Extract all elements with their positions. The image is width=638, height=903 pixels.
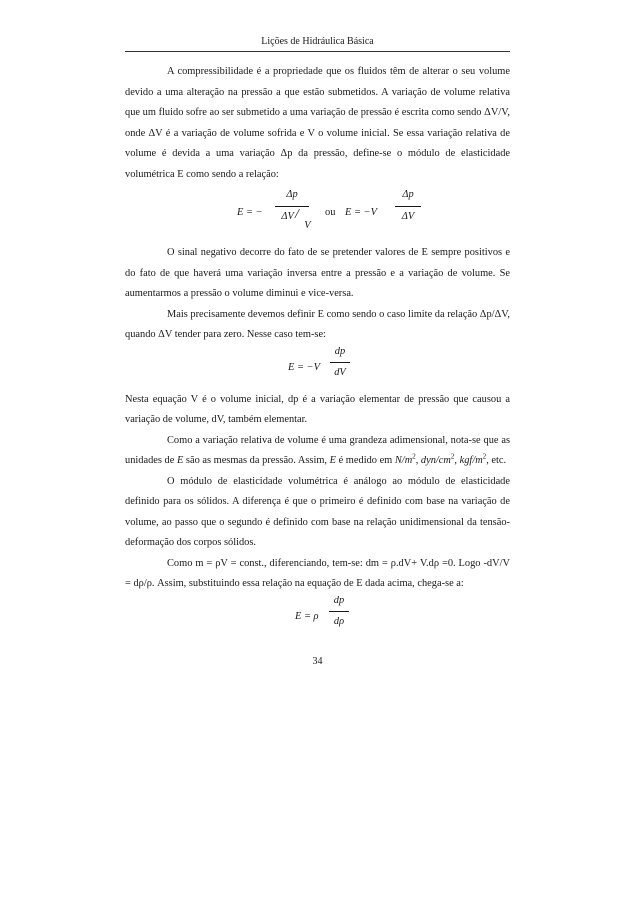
paragraph-mass-derivation: Como m = ρV = const., diferenciando, tem-se: dm = ρ.dV+ V.dρ =0. Logo -dV/V = dρ/ρ. Assim, substituindo essa relação na equação de E dada acima, chega-se a: — [125, 557, 510, 589]
header-rule — [125, 51, 510, 52]
eq1-left: E = − — [237, 207, 263, 218]
eq2-fraction — [330, 342, 350, 384]
eq1-denominator-b: V — [304, 219, 311, 231]
eq2-numerator: dp — [334, 345, 346, 357]
paragraph-equation-terms: Nesta equação V é o volume inicial, dp é a variação elementar de pressão que causou a variação de volume, dV, também elementar. — [125, 393, 510, 425]
eq1-denominator: ΔV / V — [281, 206, 311, 231]
page-body — [125, 62, 510, 639]
eq1-denominator-2: ΔV — [401, 210, 415, 222]
paragraph-units: Como a variação relativa de volume é uma grandeza adimensional, nota-se que as unidades de E são as mesmas da pressão. Assim, E é medido em $N/m^2$, dyn/$cm^2$, kgf/$m^2$, etc. — [125, 434, 510, 466]
eq3-fraction — [329, 591, 349, 633]
eq1-right: E = −V — [345, 207, 377, 218]
page-number: 34 — [312, 656, 323, 667]
running-header: Lições de Hidráulica Básica — [261, 36, 374, 47]
paragraph-limit-definition: Mais precisamente devemos definir E como sendo o caso limite da relação Δp/ΔV, quando ΔV tender para zero. Nesse caso tem-se: — [125, 308, 510, 340]
eq1-numerator-2: Δp — [402, 189, 414, 200]
eq1-fraction — [275, 185, 311, 231]
paragraph-solids-analogy: O módulo de elasticidade volumétrica é análogo ao módulo de elasticidade definido para os sólidos. A diferença é que o primeiro é definido com base na variação de volume, ao passo que o segundo é definido com base na relação unidimensional da tensão-deformação dos corpos sólidos. — [125, 475, 510, 548]
eq1-numerator: Δp — [286, 189, 298, 200]
paragraph-negative-sign: O sinal negativo decorre do fato de se pretender valores de E sempre positivos e do fato de que haverá uma variação inversa entre a pressão e a variação de volume. Se aumentarmos a pressão o volume diminui e vice-versa. — [125, 247, 510, 299]
eq1-fraction-2 — [395, 185, 421, 227]
eq2-left: E = −V — [288, 361, 320, 373]
eq3-numerator: dp — [333, 594, 345, 606]
paragraph-compressibility: A compressibilidade é a propriedade que os fluidos têm de alterar o seu volume devido a uma alteração na pressão a que estão submetidos. A variação de volume relativa que um fluido sofre ao ser submetido a uma variação de pressão é escrita como sendo ΔV/V, onde ΔV é a variação de volume sofrida e V o volume inicial. Se essa variação relativa de volume é devida a uma variação Δp da pressão, define-se o módulo de elasticidade volumétrica E como sendo a relação: — [125, 66, 510, 180]
eq1-denominator-a: ΔV — [281, 210, 294, 222]
eq1-or: ou — [325, 207, 336, 218]
eq3-denominator: dρ — [333, 616, 345, 627]
equation-differential-modulus — [125, 346, 510, 390]
equation-bulk-modulus — [125, 185, 510, 243]
eq3-left: E = ρ — [295, 610, 319, 622]
eq2-denominator: dV — [334, 367, 346, 378]
equation-density-modulus — [125, 595, 510, 639]
